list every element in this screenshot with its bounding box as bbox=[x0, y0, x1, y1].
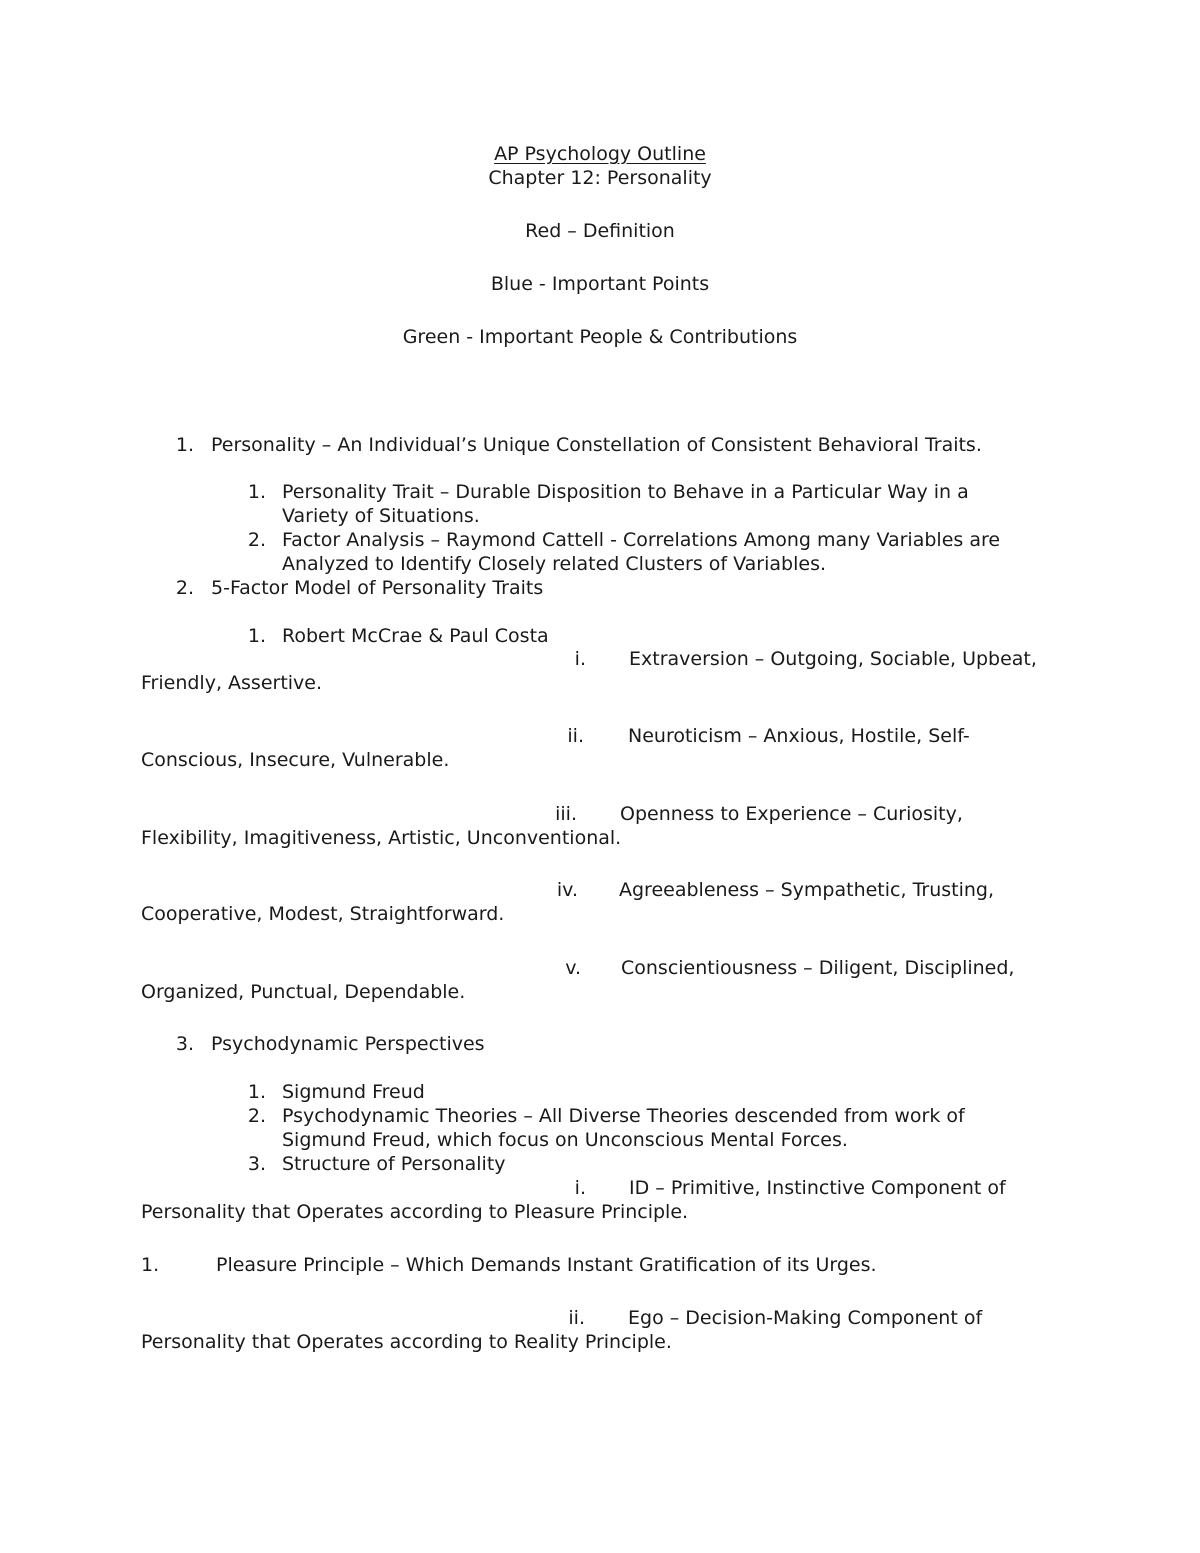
section-heading: 5-Factor Model of Personality Traits bbox=[211, 577, 544, 599]
trait-item-continuation: Cooperative, Modest, Straightforward. bbox=[141, 903, 505, 925]
list-number: 3. bbox=[247, 1153, 266, 1175]
list-item: Sigmund Freud bbox=[282, 1081, 425, 1103]
list-number: 2. bbox=[247, 1105, 266, 1127]
list-item-continuation: Sigmund Freud, which focus on Unconscious Mental Forces. bbox=[282, 1129, 848, 1151]
list-item: Factor Analysis – Raymond Cattell - Correlations Among many Variables are bbox=[282, 529, 1001, 551]
structure-item: Ego – Decision-Making Component of bbox=[628, 1307, 983, 1329]
roman-numeral: i. bbox=[574, 648, 586, 670]
list-item: Personality Trait – Durable Disposition to Behave in a Particular Way in a bbox=[282, 481, 969, 503]
roman-numeral: iii. bbox=[555, 803, 577, 825]
roman-numeral: iv. bbox=[556, 879, 578, 901]
list-item: Robert McCrae & Paul Costa bbox=[282, 625, 549, 647]
roman-numeral: ii. bbox=[567, 725, 584, 747]
list-number: 1. bbox=[247, 1081, 266, 1103]
roman-numeral: ii. bbox=[568, 1307, 585, 1329]
trait-item-continuation: Conscious, Insecure, Vulnerable. bbox=[141, 749, 450, 771]
legend-green: Green - Important People & Contributions bbox=[402, 326, 798, 348]
roman-numeral: i. bbox=[574, 1177, 586, 1199]
list-number: 1. bbox=[247, 481, 266, 503]
trait-item: Openness to Experience – Curiosity, bbox=[620, 803, 963, 825]
trait-item-continuation: Organized, Punctual, Dependable. bbox=[141, 981, 466, 1003]
trait-item: Extraversion – Outgoing, Sociable, Upbeat, bbox=[629, 648, 1037, 670]
list-item: Pleasure Principle – Which Demands Instant Gratification of its Urges. bbox=[216, 1254, 877, 1276]
chapter-heading: Chapter 12: Personality bbox=[488, 167, 712, 189]
list-item-continuation: Variety of Situations. bbox=[282, 505, 480, 527]
list-number: 2. bbox=[175, 577, 194, 599]
document-title: AP Psychology Outline bbox=[494, 143, 706, 165]
structure-item-continuation: Personality that Operates according to Reality Principle. bbox=[141, 1331, 672, 1353]
list-number: 1. bbox=[247, 625, 266, 647]
list-item: Psychodynamic Theories – All Diverse Theories descended from work of bbox=[282, 1105, 965, 1127]
trait-item-continuation: Flexibility, Imagitiveness, Artistic, Unconventional. bbox=[141, 827, 622, 849]
list-number: 1. bbox=[175, 434, 194, 456]
list-item: Structure of Personality bbox=[282, 1153, 506, 1175]
section-heading: Psychodynamic Perspectives bbox=[211, 1033, 485, 1055]
structure-item: ID – Primitive, Instinctive Component of bbox=[629, 1177, 1006, 1199]
trait-item: Neuroticism – Anxious, Hostile, Self- bbox=[628, 725, 970, 747]
roman-numeral: v. bbox=[565, 957, 581, 979]
trait-item: Conscientiousness – Diligent, Disciplined, bbox=[621, 957, 1015, 979]
legend-red: Red – Definition bbox=[525, 220, 675, 242]
legend-blue: Blue - Important Points bbox=[490, 273, 710, 295]
structure-item-continuation: Personality that Operates according to Pleasure Principle. bbox=[141, 1201, 689, 1223]
list-number: 3. bbox=[175, 1033, 194, 1055]
trait-item-continuation: Friendly, Assertive. bbox=[141, 672, 323, 694]
section-heading: Personality – An Individual’s Unique Constellation of Consistent Behavioral Traits. bbox=[211, 434, 982, 456]
trait-item: Agreeableness – Sympathetic, Trusting, bbox=[619, 879, 994, 901]
list-number: 1. bbox=[141, 1254, 160, 1276]
list-number: 2. bbox=[247, 529, 266, 551]
list-item-continuation: Analyzed to Identify Closely related Clusters of Variables. bbox=[282, 553, 827, 575]
